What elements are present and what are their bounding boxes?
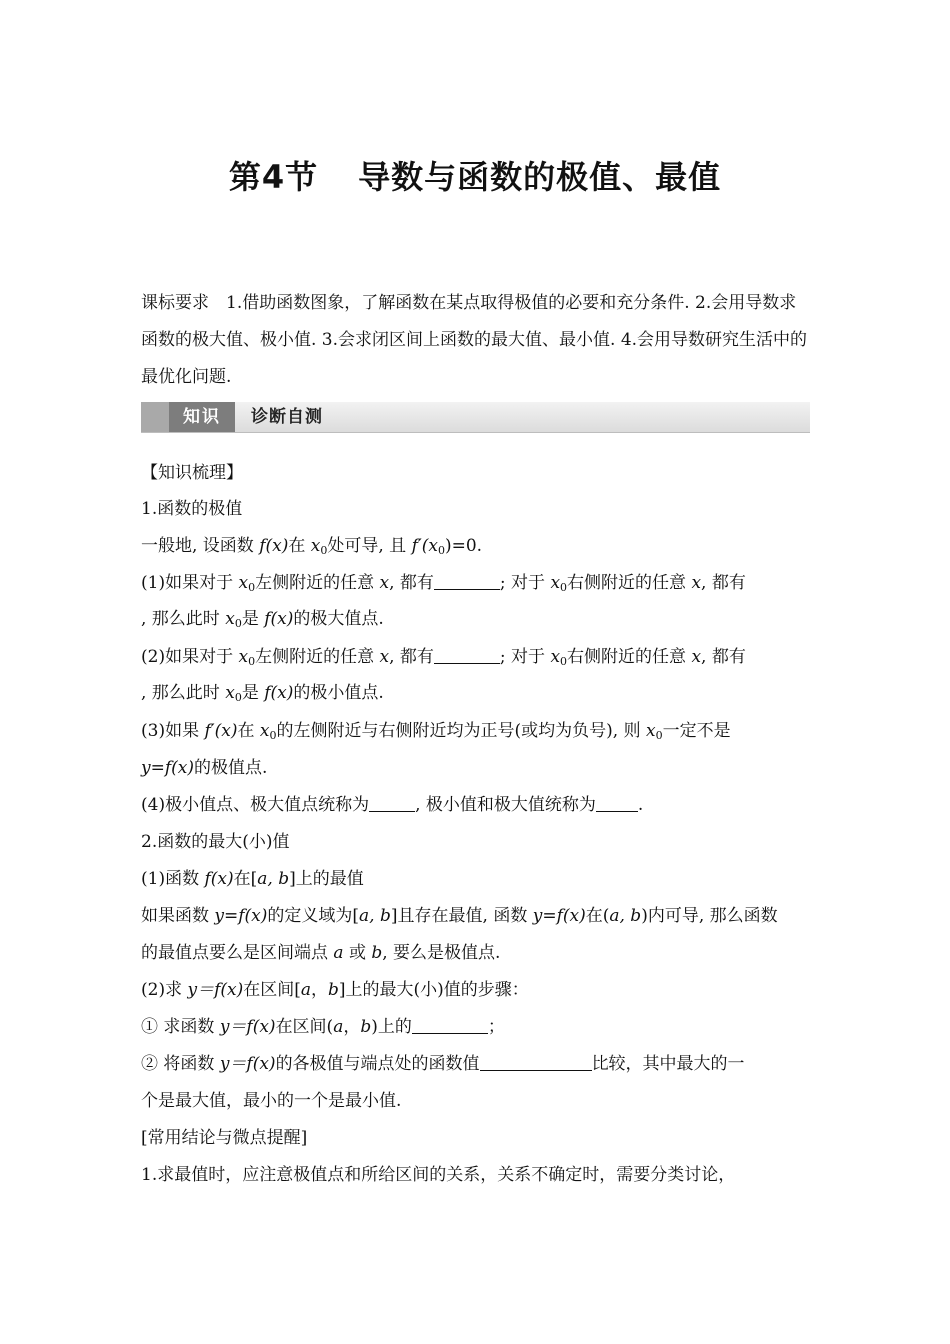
fill-blank[interactable] [480, 1052, 592, 1071]
banner-label: 诊断自测 [251, 407, 323, 427]
steps-heading: (2)求 y＝f(x)在区间[a，b]上的最大(小)值的步骤： [141, 980, 529, 1000]
requirements-paragraph: 课标要求 1.借助函数图象，了解函数在某点取得极值的必要和充分条件. 2.会用导数求函数的极大值、极小值. 3.会求闭区间上函数的最大值、最小值. 4.会用导数研究生活中的最优化问题. [141, 293, 808, 387]
rule-3-line: (3)如果 f′(x)在 $x_0$的左侧附近与右侧附近均为正号(或均为负号), 则 $x_0$一定不是 [141, 721, 731, 742]
section-banner [141, 402, 810, 433]
maxmin-text-2: 的最值点要么是区间端点 a 或 b, 要么是极值点. [141, 943, 501, 963]
conclusion-1: 1.求最值时，应注意极值点和所给区间的关系，关系不确定时，需要分类讨论， [141, 1165, 736, 1185]
knowledge-heading: 【知识梳理】 [141, 463, 243, 483]
banner-tag: 知识 [169, 402, 235, 432]
rule-2-cont: , 那么此时 $x_0$是 f(x)的极小值点. [141, 683, 384, 704]
maxmin-text-1: 如果函数 y=f(x)的定义域为[a, b]且存在最值, 函数 y=f(x)在(a, b)内可导, 那么函数 [141, 906, 778, 926]
rule-1-cont: , 那么此时 $x_0$是 f(x)的极大值点. [141, 609, 384, 630]
step-2: ② 将函数 y＝f(x)的各极值与端点处的函数值 比较，其中最大的一 [141, 1054, 745, 1074]
maxmin-sub-1: (1)函数 f(x)在[a, b]上的最值 [141, 869, 364, 889]
section-title: 导数与函数的极值、最值 [358, 158, 722, 196]
rule-2-line: (2)如果对于 $x_0$左侧附近的任意 x, 都有 ; 对于 $x_0$右侧附近的任意 x, 都有 [141, 647, 746, 668]
rule-3-cont: y=f(x)的极值点. [141, 758, 268, 778]
conclusions-heading: [常用结论与微点提醒] [141, 1128, 308, 1148]
rule-1-line: (1)如果对于 $x_0$左侧附近的任意 x, 都有 ; 对于 $x_0$右侧附近的任意 x, 都有 [141, 573, 746, 594]
extremum-heading: 1.函数的极值 [141, 499, 243, 519]
fill-blank[interactable] [412, 1015, 488, 1034]
section-number: 第4节 [228, 158, 319, 196]
fill-blank[interactable] [596, 793, 638, 812]
rule-4-line: (4)极小值点、极大值点统称为 , 极小值和极大值统称为 . [141, 795, 644, 815]
maxmin-heading: 2.函数的最大(小)值 [141, 832, 290, 852]
banner-bar [141, 402, 169, 432]
definition-line: 一般地, 设函数 f(x)在 $x_0$处可导, 且 $f'(x_0)=0$. [141, 536, 483, 557]
step-2-cont: 个是最大值，最小的一个是最小值. [141, 1091, 402, 1111]
step-1: ① 求函数 y＝f(x)在区间(a，b)上的 ； [141, 1017, 505, 1037]
fill-blank[interactable] [434, 571, 500, 590]
fill-blank[interactable] [369, 793, 415, 812]
page-title [0, 152, 950, 198]
fill-blank[interactable] [434, 645, 500, 664]
